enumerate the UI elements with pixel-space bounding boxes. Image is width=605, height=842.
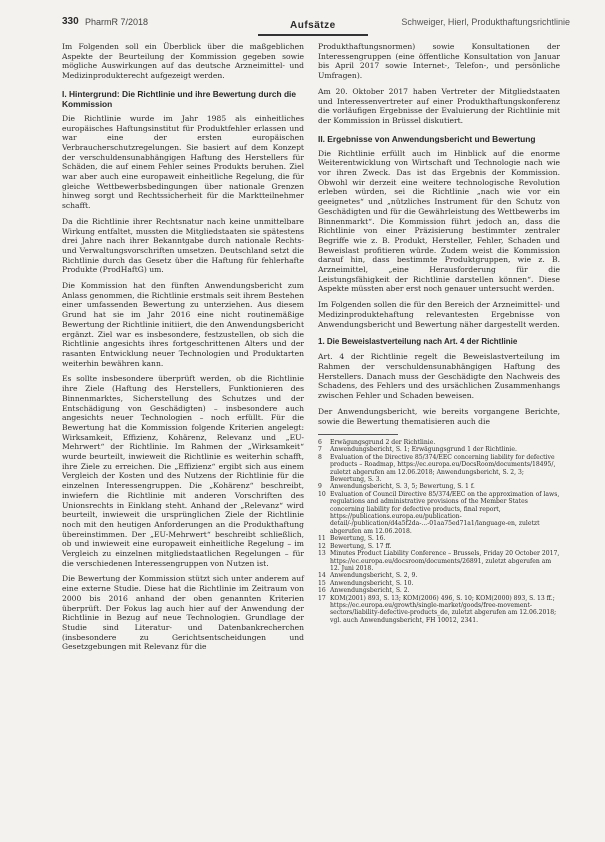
paragraph: Die Kommission hat den fünften Anwendungsbericht zum Anlass genommen, die Richtlinie erstmals seit ihrem Bestehen einer umfassenden Bewertung zu unterziehen. Aus diesem Grund hat sie im Jahr 2016 eine nicht routinemäßige Bewertung der Richtlinie initiiert, die den Anwendungsbericht ergänzt. Ziel war es insbesondere, festzustellen, ob sich die Richtlinie angesichts ihres fortgeschrittenen Alters und der rasanten Entwicklung neuer Technologien und Produktarten weiterhin bewähren kann.: [62, 281, 304, 368]
right-column: [318, 42, 560, 624]
heading-beweislast: 1. Die Beweislastverteilung nach Art. 4 der Richtlinie: [318, 337, 518, 347]
footnote: 8 Evaluation of the Directive 85/374/EEC concerning liability for defective products – Roadmap, https://ec.europa.eu/DocsRoom/documents/18495/, zuletzt abgerufen am 12.06.2018; Anwendungsbericht, S. 2, 3; Bewertung, S. 3.: [318, 453, 556, 484]
paragraph: Die Richtlinie erfüllt auch im Hinblick auf die enorme Weiterentwicklung von Wirtschaft und Technologie nach wie vor ihren Zweck. Das ist das Ergebnis der Kommission. Obwohl wir derzeit eine weitere technologische Revolution erleben würden, sei die Richtlinie „nach wie vor ein geeignetes“ und „nützliches Instrument für den Schutz von Geschädigten und für die Gewährleistung des Wettbewerbs im Binnenmarkt“. Die Kommission führt jedoch an, dass die Richtlinie von einer Präzisierung bestimmter zentraler Begriffe wie z. B. Produkt, Hersteller, Fehler, Schaden und Beweislast profitieren würde. Zudem weist die Kommission darauf hin, dass bestimmte Produktgruppen, wie z. B. Arzneimittel, „eine Herausforderung für die Leistungsfähigkeit der Richtlinie darstellen können“. Diese Aspekte müssten aber erst noch genauer untersucht werden.: [318, 148, 560, 294]
paragraph: Im Folgenden sollen die für den Bereich der Arzneimittel- und Medizinproduktehaftung relevantesten Ergebnisse von Anwendungsbericht und Bewertung näher dargestellt werden.: [318, 300, 560, 329]
paragraph: Es sollte insbesondere überprüft werden, ob die Richtlinie ihre Ziele (Haftung des Herstellers, Funktionieren des Binnenmarktes, Sicherstellung des Schutzes und der Entschädigung von Geschädigten) – insbesondere auch angesichts neuer Technologien – noch erfüllt. Für die Bewertung hat die Kommission folgende Kriterien angelegt: Wirksamkeit, Effizienz, Kohärenz, Relevanz und „EU-Mehrwert“ der Richtlinie. Im Rahmen der „Wirksamkeit“ wurde beurteilt, inwieweit die Richtlinie es weiterhin schafft, ihre Ziele zu erreichen. Die „Effizienz“ ergibt sich aus einem Vergleich der Kosten und des Nutzens der Richtlinie für die einzelnen Interessengruppen. Die „Kohärenz“ beschreibt, inwiefern die Richtlinie mit anderen Vorschriften des Unionsrechts in Einklang steht. Anhand der „Relevanz“ wird beurteilt, inwieweit die ursprünglichen Ziele der Richtlinie noch mit den heutigen Anforderungen an die Produkthaftung übereinstimmen. Der „EU-Mehrwert“ beschreibt schließlich, ob und inwieweit eine europaweit einheitliche Regelung – im Vergleich zu einzelnen mitgliedstaatlichen Regelungen – für die verschiedenen Interessengruppen von Nutzen ist.: [62, 374, 304, 568]
footnote: 7 Anwendungsbericht, S. 1; Erwägungsgrund 1 der Richtlinie.: [318, 446, 517, 454]
footnote: 16 Anwendungsbericht, S. 2.: [318, 587, 410, 595]
section-rule: [258, 34, 368, 36]
section-title: Aufsätze: [290, 20, 336, 31]
page-number: 330: [62, 16, 79, 27]
paragraph: Der Anwendungsbericht, wie bereits vorgangene Berichte, sowie die Bewertung thematisieren auch die: [318, 406, 560, 426]
paragraph: Die Richtlinie wurde im Jahr 1985 als einheitliches europäisches Haftungsinstitut für Produktfehler erlassen und war eine der ersten europäischen Verbraucherschutzregelungen. Sie basiert auf dem Konzept der verschuldensunabhängigen Haftung des Herstellers für Schäden, die auf einem Fehler seines Produkts beruhen. Ziel war aber auch eine europaweit einheitliche Regelung, die für gleiche Wettbewerbsbedingungen über nationale Grenzen hinweg sorgt und Rechtssicherheit für die Marktteilnehmer schafft.: [62, 113, 304, 211]
paragraph: Da die Richtlinie ihrer Rechtsnatur nach keine unmittelbare Wirkung entfaltet, mussten die Mitgliedstaaten sie spätestens drei Jahre nach ihrer Bekanntgabe durch nationale Rechts- und Verwaltungsvorschriften umsetzen. Deutschland setzt die Richtlinie durch das Gesetz über die Haftung für fehlerhafte Produkte (ProdHaftG) um.: [62, 216, 304, 275]
footnote: 12 Bewertung, S. 17 ff.: [318, 542, 392, 550]
intro-paragraph: Im Folgenden soll ein Überblick über die maßgeblichen Aspekte der Beurteilung der Kommission gegeben sowie mögliche Auswirkungen auf das deutsche Arzneimittel- und Medizinprodukterecht aufgezeigt werden.: [62, 42, 304, 81]
heading-ergebnisse: II. Ergebnisse von Anwendungsbericht und Bewertung: [318, 133, 536, 144]
paragraph: Die Bewertung der Kommission stützt sich unter anderem auf eine externe Studie. Diese hat die Richtlinie im Zeitraum von 2000 bis 2016 anhand der oben genannten Kriterien überprüft. Der Fokus lag auch hier auf der Anwendung der Richtlinie in Bezug auf neue Technologien. Grundlage der Studie sind Literatur- und Datenbankrecherchen (insbesondere zu Gerichtsentscheidungen und Gesetzgebungen mit Relevanz für die: [62, 574, 304, 652]
footnote: 9 Anwendungsbericht, S. 3, 5; Bewertung, S. 1 f.: [318, 483, 475, 491]
footnote: 10 Evaluation of Council Directive 85/374/EEC on the approximation of laws, regulations and administrative provisions of the Member States concerning liability for defective products, final report, https://publications.europa.eu/publication-detail/-/publication/d4a5f2da-...-01aa75ed71a1/language-en, zuletzt abgerufen am 12.06.2018.: [318, 490, 560, 535]
footnote: 17 KOM(2001) 893, S. 13; KOM(2006) 496, S. 10; KOM(2000) 893, S. 13 ff.; https://ec.europa.eu/growth/single-market/goods/free-movement-sectors/liability-defective-products_de, zuletzt abgerufen am 12.06.2018; vgl. auch Anwendungsbericht, FH 10012, 2341.: [318, 594, 557, 624]
footnote: 11 Bewertung, S. 16.: [318, 535, 386, 543]
journal-name: PharmR 7/2018: [85, 17, 149, 27]
left-column: [62, 42, 304, 658]
running-head-authors: Schweiger, Hierl, Produkthaftungsrichtlinie: [401, 17, 570, 27]
paragraph: Am 20. Oktober 2017 haben Vertreter der Mitgliedstaaten und Interessenvertreter auf einer Produkthaftungskonferenz die vorläufigen Ergebnisse der Evaluierung der Richtlinie mit der Kommission in Brüssel diskutiert.: [318, 86, 560, 125]
footnote: 15 Anwendungsbericht, S. 10.: [318, 579, 414, 587]
paragraph: Art. 4 der Richtlinie regelt die Beweislastverteilung im Rahmen der verschuldensunabhängigen Haftung des Herstellers. Danach muss der Geschädigte den Nachweis des Schadens, des Fehlers und des ursächlichen Zusammenhangs zwischen Fehler und Schaden beweisen.: [318, 352, 560, 401]
footnote: 6 Erwägungsgrund 2 der Richtlinie.: [318, 439, 436, 446]
footnote: 13 Minutes Product Liability Conference – Brussels, Friday 20 October 2017, https://ec.europa.eu/docsroom/documents/26891, zuletzt abgerufen am 12. Juni 2018.: [318, 550, 560, 572]
heading-hintergrund: I. Hintergrund: Die Richtlinie und ihre Bewertung durch die Kommission: [62, 88, 297, 109]
footnotes: [318, 439, 560, 624]
page-header: [62, 14, 570, 36]
footnote-rule: [318, 434, 398, 435]
paragraph: Produkthaftungsnormen) sowie Konsultationen der Interessengruppen (eine öffentliche Konsultation von Januar bis April 2017 sowie Internet-, Telefon-, und persönliche Umfragen).: [318, 42, 560, 81]
footnote: 14 Anwendungsbericht, S. 2, 9.: [318, 572, 418, 580]
